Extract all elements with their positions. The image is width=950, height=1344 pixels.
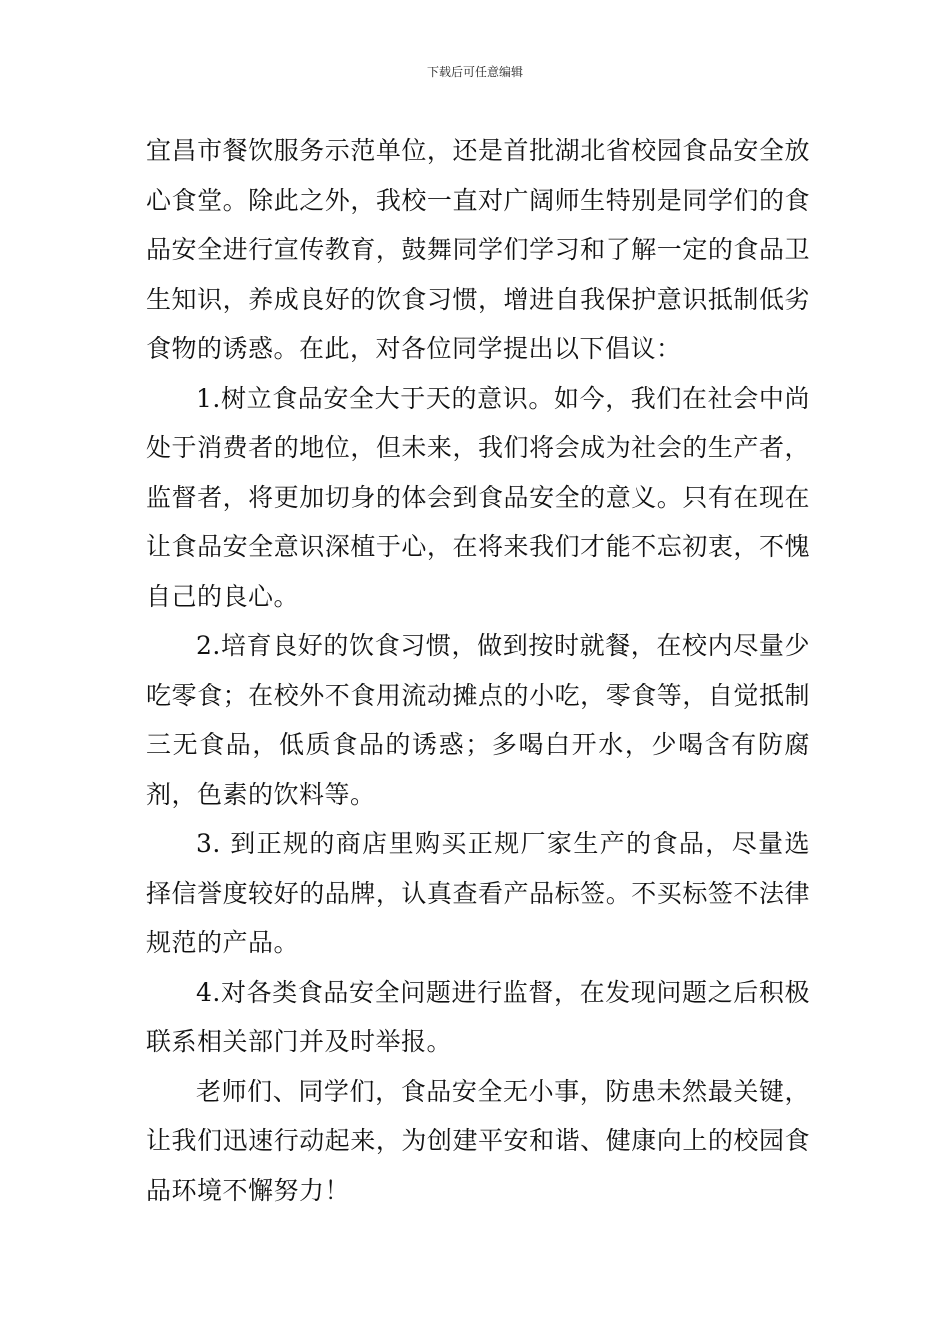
paragraph-intro: 宜昌市餐饮服务示范单位，还是首批湖北省校园食品安全放心食堂。除此之外，我校一直对广阔师生特别是同学们的食品安全进行宣传教育，鼓舞同学们学习和了解一定的食品卫生知识，养成良好的饮食习惯，增进自我保护意识抵制低劣食物的诱惑。在此，对各位同学提出以下倡议： — [146, 136, 810, 363]
paragraph-item-2: 2.培育良好的饮食习惯，做到按时就餐，在校内尽量少吃零食；在校外不食用流动摊点的小吃，零食等，自觉抵制三无食品，低质食品的诱惑；多喝白开水，少喝含有防腐剂，色素的饮料等。 — [146, 631, 810, 809]
paragraph-closing: 老师们、同学们，食品安全无小事，防患未然最关键，让我们迅速行动起来，为创建平安和谐、健康向上的校园食品环境不懈努力！ — [146, 1076, 810, 1205]
paragraph-item-1: 1.树立食品安全大于天的意识。如今，我们在社会中尚处于消费者的地位，但未来，我们将会成为社会的生产者，监督者，将更加切身的体会到食品安全的意义。只有在现在让食品安全意识深植于心，在将来我们才能不忘初衷，不愧自己的良心。 — [146, 383, 810, 611]
paragraph-item-3: 3. 到正规的商店里购买正规厂家生产的食品，尽量选择信誉度较好的品牌，认真查看产品标签。不买标签不法律规范的产品。 — [146, 829, 810, 957]
document-body — [146, 126, 810, 1215]
page-header: 下载后可任意编辑 — [426, 65, 523, 79]
paragraph-item-4: 4.对各类食品安全问题进行监督，在发现问题之后积极联系相关部门并及时举报。 — [146, 977, 810, 1056]
